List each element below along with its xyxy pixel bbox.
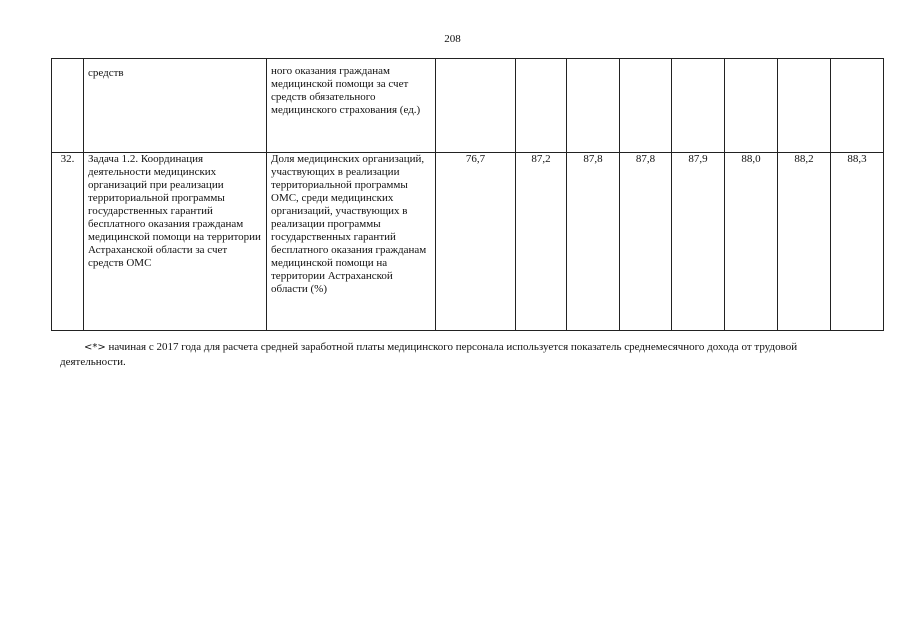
indicator-cell: ного оказания гражданам медицинской помощи за счет средств обязательного медицинского страхования (ед.) xyxy=(267,59,436,153)
task-cell: средств xyxy=(84,59,267,153)
value-cell: 87,8 xyxy=(567,153,620,331)
value-cell xyxy=(672,59,725,153)
footnote xyxy=(60,340,850,369)
footnote-text: начиная с 2017 года для расчета средней заработной платы медицинского персонала используется показатель среднемесячного дохода от трудовой деятельности. xyxy=(60,341,798,368)
value-cell: 76,7 xyxy=(436,153,516,331)
value-cell xyxy=(436,59,516,153)
value-cell xyxy=(516,59,567,153)
value-cell: 88,2 xyxy=(778,153,831,331)
row-number-cell: 32. xyxy=(52,153,84,331)
table-row-continuation xyxy=(52,59,884,153)
table-row-32 xyxy=(52,153,884,331)
value-cell: 88,0 xyxy=(725,153,778,331)
value-cell xyxy=(831,59,884,153)
task-cell: Задача 1.2. Координация деятельности медицинских организаций при реализации территориальной программы государственных гарантий бесплатного оказания гражданам медицинской помощи на территории Астраханской области за счет средств ОМС xyxy=(84,153,267,331)
indicators-table xyxy=(51,58,884,331)
value-cell xyxy=(725,59,778,153)
row-number-cell xyxy=(52,59,84,153)
value-cell: 87,2 xyxy=(516,153,567,331)
footnote-marker: <*> xyxy=(84,342,106,353)
value-cell xyxy=(620,59,672,153)
page-number: 208 xyxy=(444,33,461,45)
value-cell: 88,3 xyxy=(831,153,884,331)
value-cell xyxy=(778,59,831,153)
value-cell xyxy=(567,59,620,153)
indicator-cell: Доля медицинских организаций, участвующих в реализации территориальной программы ОМС, среди медицинских организаций, участвующих в реализации программы государственных гарантий бесплатного оказания гражданам медицинской помощи на территории Астраханской области (%) xyxy=(267,153,436,331)
value-cell: 87,8 xyxy=(620,153,672,331)
value-cell: 87,9 xyxy=(672,153,725,331)
